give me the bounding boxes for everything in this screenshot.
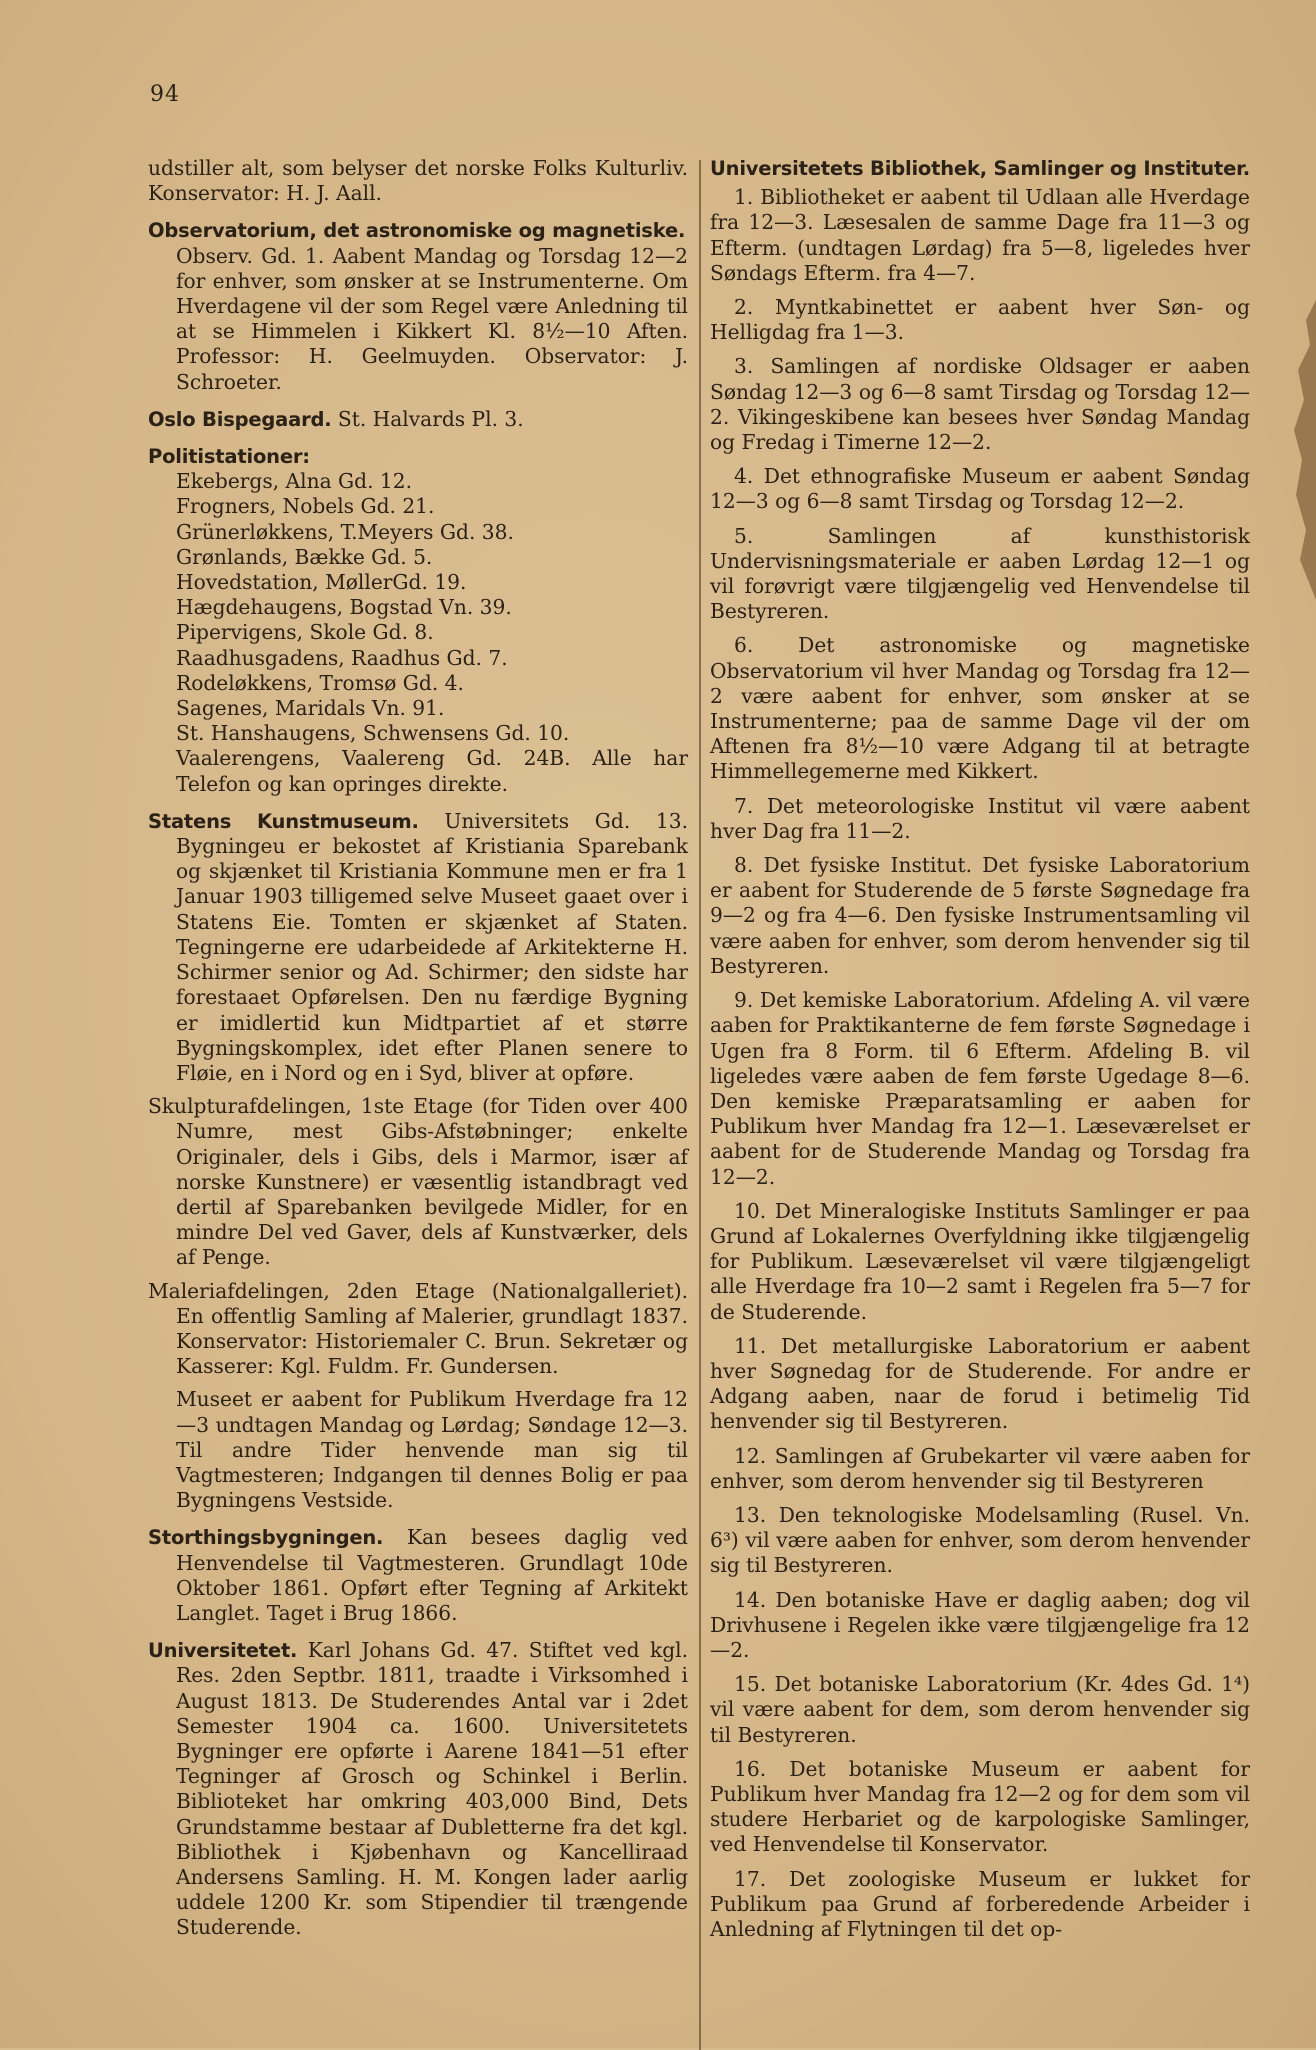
entry-heading: Storthingsbygningen. (148, 1526, 384, 1550)
intro-text: udstiller alt, som belyser det norske Folks Kulturliv. Konservator: H. J. Aall. (148, 156, 688, 206)
entry-heading: Politistationer: (148, 445, 310, 469)
station-list (176, 469, 688, 797)
intro-continuation (148, 156, 688, 206)
entry-text: Karl Johans Gd. 47. Stiftet ved kgl. Res. 2den Septbr. 1811, traadte i Virksomhed i August 1813. De Studerendes Antal var i 2det Semester 1904 ca. 1600. Universitetets Bygninger ere opførte i Aarene 1841—51 efter Tegninger af Grosch og Schinkel i Berlin. Biblioteket har omkring 403,000 Bind, Dets Grundstamme bestaar af Dubletterne fra det kgl. Bibliothek i Kjøbenhavn og Kancelliraad Andersens Samling. H. M. Kongen lader aarlig uddele 1200 Kr. som Stipendier til trængende Studerende. (176, 1638, 688, 1940)
list-item: 14. Den botaniske Have er daglig aaben; dog vil Drivhusene i Regelen ikke være tilgjængelige fra 12—2. (710, 1587, 1250, 1662)
entry-storthing (148, 1525, 688, 1626)
list-item: 12. Samlingen af Grubekarter vil være aaben for enhver, som derom henvender sig til Bestyreren (710, 1443, 1250, 1493)
list-item: Rodeløkkens, Tromsø Gd. 4. (176, 670, 464, 695)
list-item: 5. Samlingen af kunsthistorisk Undervisningsmateriale er aaben Lørdag 12—1 og vil forøvrigt være tilgjængelig ved Henvendelse til Bestyreren. (710, 523, 1250, 624)
column-divider (699, 160, 701, 2050)
torn-page-edge (1276, 300, 1316, 600)
list-item: 16. Det botaniske Museum er aabent for Publikum hver Mandag fra 12—2 og for dem som vil studere Herbariet og de karpologiske Samlinger, ved Henvendelse til Konservator. (710, 1756, 1250, 1857)
section-heading: Universitetets Bibliothek, Samlinger og Instituter. (710, 157, 1250, 180)
aabent-paragraph: Museet er aabent for Publikum Hverdage fra 12—3 undtagen Mandag og Lørdag; Søndage 12—3. Til andre Tider henvende man sig til Vagtmesteren; Indgangen til dennes Bolig er paa Bygningens Vestside. (176, 1387, 688, 1513)
entry-heading: Universitetet. (148, 1639, 298, 1663)
list-item: 9. Det kemiske Laboratorium. Afdeling A. vil være aaben for Praktikanterne de fem første Søgnedage i Ugen fra 8 Form. til 6 Efterm. Afdeling B. vil ligeledes være aaben de fem første Ugedage 8—6. Den kemiske Præparatsamling er aaben for Publikum hver Mandag fra 12—1. Læseværelset er aabent for de Studerende Mandag og Torsdag fra 12—2. (710, 988, 1250, 1189)
entry-text: Observ. Gd. 1. Aabent Mandag og Torsdag 12—2 for enhver, som ønsker at se Instrumenterne. Om Hverdagene vil der som Regel være Anledning til at se Himmelen i Kikkert Kl. 8½—10 Aften. Professor: H. Geelmuyden. Observator: J. Schroeter. (176, 243, 688, 394)
entry-politistationer (148, 444, 688, 797)
list-item: 13. Den teknologiske Modelsamling (Rusel. Vn. 6³) vil være aaben for enhver, som derom henvender sig til Bestyreren. (710, 1502, 1250, 1578)
entry-universitet (148, 1638, 688, 1940)
list-item: Ekebergs, Alna Gd. 12. (176, 469, 413, 494)
maleri-paragraph: Maleriafdelingen, 2den Etage (Nationalgalleriet). En offentlig Samling af Malerier, grundlagt 1837. Konservator: Historiemaler C. Brun. Sekretær og Kasserer: Kgl. Fuldm. Fr. Gundersen. (148, 1278, 688, 1379)
list-item: St. Hanshaugens, Schwensens Gd. 10. (176, 721, 570, 746)
list-item: Hovedstation, MøllerGd. 19. (176, 570, 467, 595)
list-item: Hægdehaugens, Bogstad Vn. 39. (176, 595, 512, 620)
list-item: Grønlands, Bække Gd. 5. (176, 544, 433, 569)
entry-observatorium (148, 218, 688, 394)
list-item: Frogners, Nobels Gd. 21. (176, 494, 435, 519)
left-column (148, 156, 688, 1953)
page-number: 94 (150, 82, 180, 107)
list-item: Vaalerengens, Vaalereng Gd. 24B. Alle har Telefon og kan opringes direkte. (176, 746, 688, 796)
list-item: Pipervigens, Skole Gd. 8. (176, 620, 434, 645)
list-item: 1. Bibliotheket er aabent til Udlaan alle Hverdage fra 12—3. Læsesalen de samme Dage fra 11—3 og Efterm. (undtagen Lørdag) fra 5—8, ligeledes hver Søndags Efterm. fra 4—7. (710, 185, 1250, 285)
list-item: 11. Det metallurgiske Laboratorium er aabent hver Søgnedag for de Studerende. For andre er Adgang aaben, naar de forud i betimelig Tid henvender sig til Bestyreren. (710, 1333, 1250, 1434)
list-item: 15. Det botaniske Laboratorium (Kr. 4des Gd. 1⁴) vil være aabent for dem, som derom henvender sig til Bestyreren. (710, 1672, 1250, 1747)
list-item: 10. Det Mineralogiske Instituts Samlinger er paa Grund af Lokalernes Overfyldning ikke tilgjængelig for Publikum. Læseværelset vil være tilgjængeligt alle Hverdage fra 10—2 samt i Regelen fra 5—7 for de Studerende. (710, 1198, 1250, 1324)
right-column (710, 156, 1250, 1951)
entry-text: St. Halvards Pl. 3. (337, 406, 524, 431)
entry-heading: Statens Kunstmuseum. (148, 809, 419, 833)
entry-heading: Oslo Bispegaard. (148, 407, 332, 431)
list-item: Raadhusgadens, Raadhus Gd. 7. (176, 645, 508, 670)
entry-lead (148, 809, 688, 1086)
list-item: 7. Det meteorologiske Institut vil være aabent hver Dag fra 11—2. (710, 793, 1250, 843)
list-item: 4. Det ethnografiske Museum er aabent Søndag 12—3 og 6—8 samt Tirsdag og Torsdag 12—2. (710, 464, 1250, 514)
skulptur-paragraph: Skulpturafdelingen, 1ste Etage (for Tiden over 400 Numre, mest Gibs-Afstøbninger; enkelte Originaler, dels i Gibs, dels i Marmor, især af norske Kunstnere) er væsentlig istandbragt ved dertil af Sparebanken bevilgede Midler, for en mindre Del ved Gaver, dels af Kunstværker, dels af Penge. (148, 1094, 688, 1270)
entry-bispegaard (148, 407, 688, 432)
entry-text: Universitets Gd. 13. Bygningeu er bekostet af Kristiania Sparebank og skjænket til Kristiania Kommune men er fra 1 Januar 1903 tilligemed selve Museet gaaet over i Statens Eie. Tomten er skjænket af Staten. Tegningerne ere udarbeidede af Arkitekterne H. Schirmer senior og Ad. Schirmer; den sidste har forestaaet Opførelsen. Den nu færdige Bygning er imidlertid kun Midtpartiet af et større Bygningskomplex, idet efter Planen senere to Fløie, en i Nord og en i Syd, bliver at opføre. (176, 808, 688, 1085)
list-item: 2. Myntkabinettet er aabent hver Søn- og Helligdag fra 1—3. (710, 295, 1250, 345)
entry-kunstmuseum (148, 809, 688, 1513)
entry-text: Kan besees daglig ved Henvendelse til Vagtmesteren. Grundlagt 10de Oktober 1861. Opført efter Tegning af Arkitekt Langlet. Taget i Brug 1866. (176, 1525, 688, 1625)
list-item: 6. Det astronomiske og magnetiske Observatorium vil hver Mandag og Torsdag fra 12—2 være aabent for enhver, som ønsker at se Instrumenterne; paa de samme Dage vil der om Aftenen fra 8½—10 være Adgang til at betragte Himmellegemerne med Kikkert. (710, 633, 1250, 784)
list-item: 3. Samlingen af nordiske Oldsager er aaben Søndag 12—3 og 6—8 samt Tirsdag og Torsdag 12—2. Vikingeskibene kan besees hver Søndag Mandag og Fredag i Timerne 12—2. (710, 354, 1250, 455)
list-item: Sagenes, Maridals Vn. 91. (176, 696, 445, 721)
list-item: 8. Det fysiske Institut. Det fysiske Laboratorium er aabent for Studerende de 5 første Søgnedage fra 9—2 og fra 4—6. Den fysiske Instrumentsamling vil være aaben for enhver, som derom henvender sig til Bestyreren. (710, 853, 1250, 978)
list-item: Grünerløkkens, T.Meyers Gd. 38. (176, 519, 514, 544)
entry-heading: Observatorium, det astronomiske og magnetiske. (148, 219, 686, 243)
list-item: 17. Det zoologiske Museum er lukket for Publikum paa Grund af forberedende Arbeider i Anledning af Flytningen til det op- (710, 1866, 1250, 1941)
